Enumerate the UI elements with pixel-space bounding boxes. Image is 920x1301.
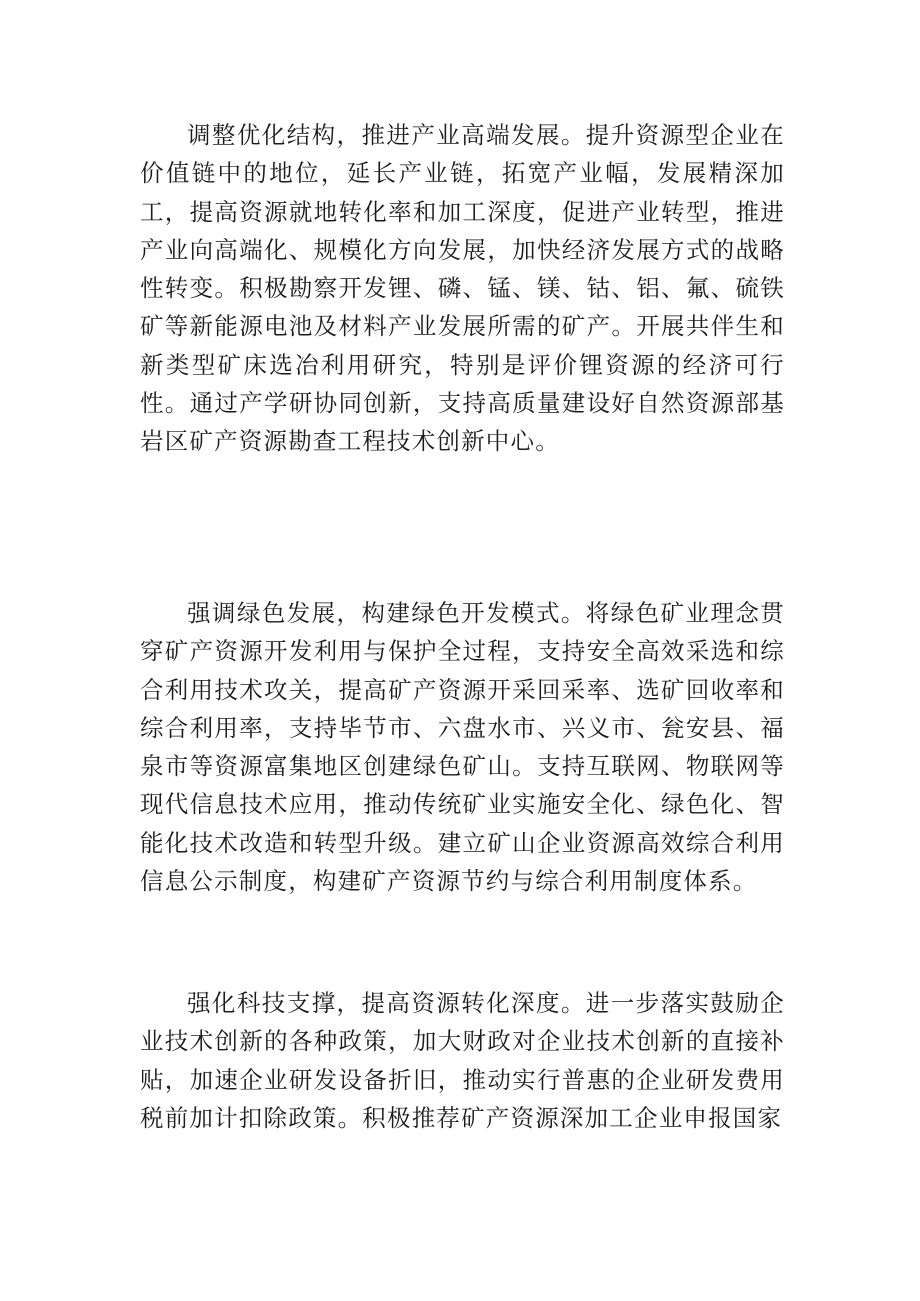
paragraph-green-development: 强调绿色发展，构建绿色开发模式。将绿色矿业理念贯穿矿产资源开发利用与保护全过程，支持安全高效采选和综合利用技术攻关，提高矿产资源开采回采率、选矿回收率和综合利用率，支持毕节市、六盘水市、兴义市、瓮安县、福泉市等资源富集地区创建绿色矿山。支持互联网、物联网等现代信息技术应用，推动传统矿业实施安全化、绿色化、智能化技术改造和转型升级。建立矿山企业资源高效综合利用信息公示制度，构建矿产资源节约与综合利用制度体系。 (140, 599, 785, 896)
paragraph-industry-upgrade: 调整优化结构，推进产业高端发展。提升资源型企业在价值链中的地位，延长产业链，拓宽产业幅，发展精深加工，提高资源就地转化率和加工深度，促进产业转型，推进产业向高端化、规模化方向发展，加快经济发展方式的战略性转变。积极勘察开发锂、磷、锰、镁、钴、铝、氟、硫铁矿等新能源电池及材料产业发展所需的矿产。开展共伴生和新类型矿床选冶利用研究，特别是评价锂资源的经济可行性。通过产学研协同创新，支持高质量建设好自然资源部基岩区矿产资源勘查工程技术创新中心。 (140, 121, 785, 456)
paragraph-tech-support: 强化科技支撑，提高资源转化深度。进一步落实鼓励企业技术创新的各种政策，加大财政对企业技术创新的直接补贴，加速企业研发设备折旧，推动实行普惠的企业研发费用税前加计扣除政策。积极推荐矿产资源深加工企业申报国家 (140, 989, 785, 1132)
